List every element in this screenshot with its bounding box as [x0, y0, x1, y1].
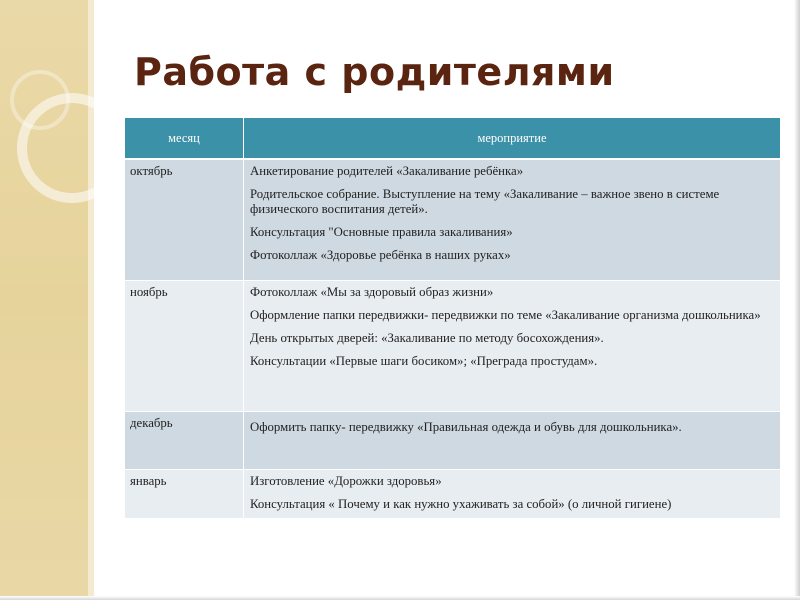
table-row	[125, 159, 781, 280]
month-cell: январь	[125, 469, 244, 518]
slide-title: Работа с родителями	[134, 50, 615, 94]
activity-cell	[244, 469, 781, 518]
month-cell: ноябрь	[125, 280, 244, 411]
table-header-row	[125, 118, 781, 159]
activity-cell	[244, 159, 781, 280]
activity-item: Фотоколлаж «Здоровье ребёнка в наших руках»	[250, 248, 511, 262]
activity-item: Консультации «Первые шаги босиком»; «Преграда простудам».	[250, 353, 598, 368]
activity-item: Оформить папку- передвижку «Правильная одежда и обувь для дошкольника».	[250, 419, 682, 434]
month-cell: декабрь	[125, 411, 244, 469]
activity-item: Изготовление «Дорожки здоровья»	[250, 473, 442, 488]
activity-cell	[244, 411, 781, 469]
table-row	[125, 280, 781, 411]
activity-item: Родительское собрание. Выступление на тему «Закаливание – важное звено в системе физического воспитания детей».	[250, 187, 720, 216]
table-row	[125, 411, 781, 469]
activity-item: Анкетирование родителей «Закаливание ребёнка»	[250, 164, 524, 178]
activity-item: Оформление папки передвижки- передвижки по теме «Закаливание организма дошкольника»	[250, 307, 761, 322]
header-month: месяц	[125, 118, 244, 159]
table-row	[125, 469, 781, 518]
slide-edge-shadow	[794, 0, 800, 600]
header-activity: мероприятие	[244, 118, 781, 159]
deco-circle-large	[22, 98, 122, 198]
activity-item: Фотоколлаж «Мы за здоровый образ жизни»	[250, 284, 494, 299]
month-cell: октябрь	[125, 159, 244, 280]
activity-item: День открытых дверей: «Закаливание по методу босохождения».	[250, 330, 604, 345]
schedule-table	[125, 118, 781, 519]
slide-bottom-shadow	[0, 596, 800, 600]
activity-item: Консультация "Основные правила закаливания»	[250, 225, 513, 239]
activity-cell	[244, 280, 781, 411]
activity-item: Консультация « Почему и как нужно ухаживать за собой» (о личной гигиене)	[250, 496, 672, 511]
